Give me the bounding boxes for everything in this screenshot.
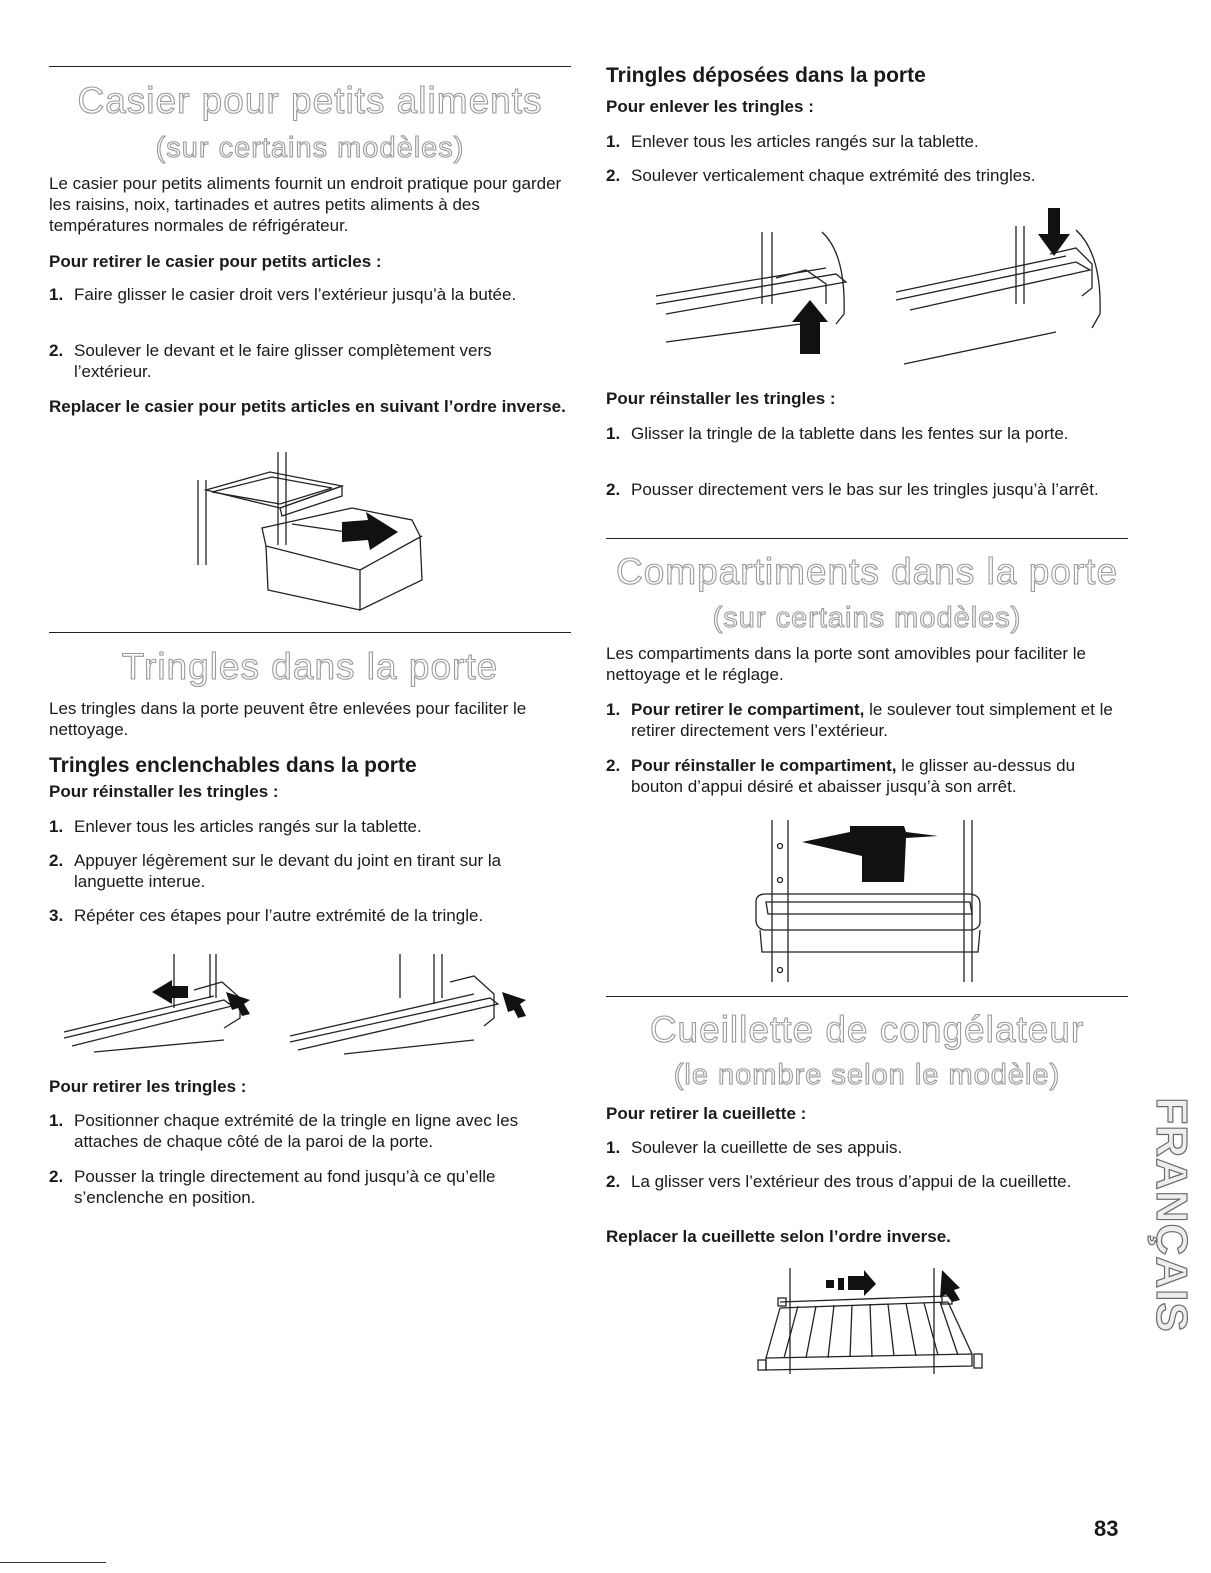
snap-in-rails-illustration — [54, 948, 554, 1058]
page-number: 83 — [1094, 1516, 1119, 1541]
section-title-small-food-bin: Casier pour petits aliments — [77, 80, 543, 121]
list-item: 1. Faire glisser le casier droit vers l’extérieur jusqu’à la butée. — [49, 285, 517, 304]
list-item: 2. Soulever verticalement chaque extrémité des tringles. — [606, 166, 1036, 185]
door-bin-illustration — [746, 818, 986, 984]
list-item: 2. Pour réinstaller le compartiment, le glisser au-dessus du bouton d’appui désiré et abaisser jusqu’à son arrêt. — [606, 756, 1076, 796]
heading-drop-in-rails: Tringles déposées dans la porte — [606, 64, 926, 87]
section-title-freezer-basket: Cueillette de congélateur — [649, 1009, 1085, 1050]
list-item: 2. Appuyer légèrement sur le devant du joint en tirant sur la languette interue. — [49, 851, 502, 891]
paragraph-rails-intro: Les tringles dans la porte peuvent être enlevées pour faciliter le nettoyage. — [49, 699, 527, 739]
subheading-reinstall: Pour réinstaller les tringles : — [49, 782, 279, 801]
section-subtitle: (sur certains modèles) — [712, 602, 1022, 634]
paragraph-bins-intro: Les compartiments dans la porte sont amovibles pour faciliter le nettoyage et le réglage. — [606, 644, 1087, 684]
footer-rule — [0, 1562, 106, 1563]
subheading-remove-rails: Pour retirer les tringles : — [49, 1077, 247, 1096]
subheading-remove-bin: Pour retirer le casier pour petits articles : — [49, 252, 382, 271]
replace-instruction: Replacer le casier pour petits articles en suivant l’ordre inverse. — [49, 397, 566, 416]
list-item: 1. Glisser la tringle de la tablette dans les fentes sur la porte. — [606, 424, 1069, 443]
food-bin-illustration — [192, 450, 442, 618]
section-subtitle: (sur certains modèles) — [155, 132, 465, 164]
section-rule — [606, 996, 1128, 997]
paragraph-intro: Le casier pour petits aliments fournit un endroit pratique pour garder les raisins, noix, tartinades et autres petits aliments à des températures normales de réfrigérateur. — [49, 174, 562, 235]
list-item: 1. Positionner chaque extrémité de la tringle en ligne avec les attaches de chaque côté de la paroi de la porte. — [49, 1111, 519, 1151]
list-item: 2. La glisser vers l’extérieur des trous d’appui de la cueillette. — [606, 1172, 1072, 1191]
list-item: 3. Répéter ces étapes pour l’autre extrémité de la tringle. — [49, 906, 484, 925]
drop-in-rails-illustration — [636, 204, 1116, 374]
language-side-label: FRANÇAIS — [1147, 1097, 1196, 1333]
section-title-door-bins: Compartiments dans la porte — [615, 551, 1119, 592]
replace-instruction: Replacer la cueillette selon l’ordre inverse. — [606, 1227, 951, 1246]
list-item: 1. Enlever tous les articles rangés sur la tablette. — [49, 817, 422, 836]
section-subtitle: (le nombre selon le modèle) — [673, 1059, 1061, 1091]
list-item: 2. Pousser la tringle directement au fond jusqu’à ce qu’elle s’enclenche en position. — [49, 1167, 496, 1207]
list-item: 1. Enlever tous les articles rangés sur la tablette. — [606, 132, 979, 151]
list-item: 1. Soulever la cueillette de ses appuis. — [606, 1138, 903, 1157]
subheading-remove-basket: Pour retirer la cueillette : — [606, 1104, 807, 1123]
freezer-basket-illustration — [756, 1262, 996, 1384]
list-item: 1. Pour retirer le compartiment, le soulever tout simplement et le retirer directement vers l’extérieur. — [606, 700, 1113, 740]
heading-snap-in-rails: Tringles enclenchables dans la porte — [49, 754, 417, 777]
list-item: 2. Soulever le devant et le faire glisser complètement vers l’extérieur. — [49, 341, 492, 381]
subheading-remove-rails: Pour enlever les tringles : — [606, 97, 814, 116]
subheading-reinstall-rails: Pour réinstaller les tringles : — [606, 389, 836, 408]
section-rule — [49, 632, 571, 633]
list-item: 2. Pousser directement vers le bas sur les tringles jusqu’à l’arrêt. — [606, 480, 1099, 499]
section-title-door-rails: Tringles dans la porte — [121, 646, 499, 687]
section-rule — [606, 538, 1128, 539]
section-rule — [49, 66, 571, 67]
